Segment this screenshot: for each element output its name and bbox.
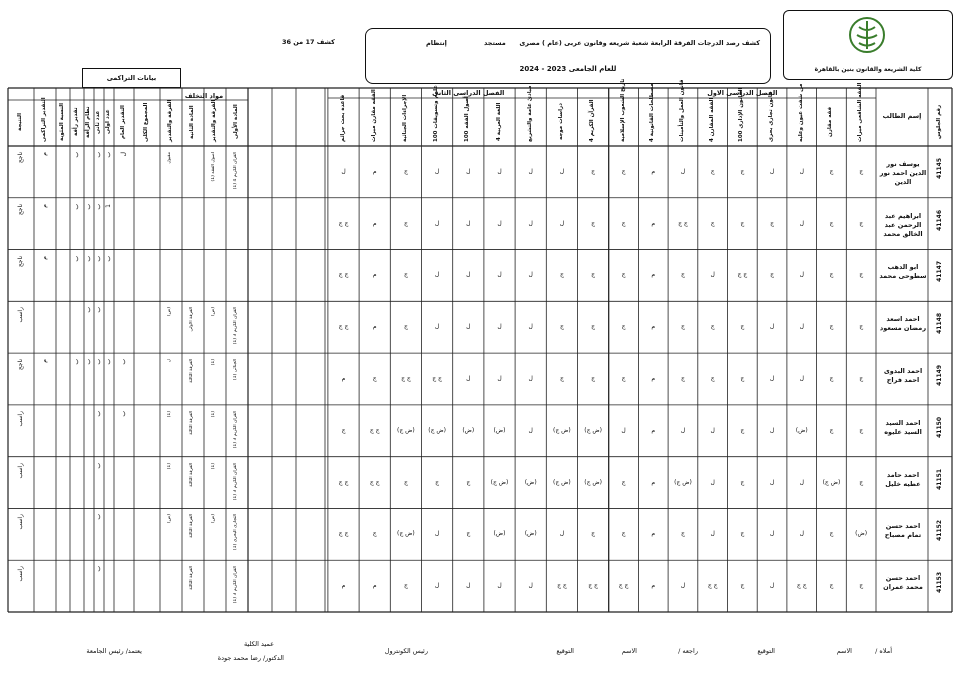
carry-cell: م bbox=[41, 203, 48, 208]
college-name: كلية الشريعة والقانون بنين بالقاهرة bbox=[814, 66, 922, 73]
carry-cell: ب bbox=[95, 152, 102, 158]
footer-sig2: التوقيع bbox=[556, 647, 574, 655]
grade-cell: ج ج bbox=[618, 582, 629, 590]
carry-cell: (ض) bbox=[167, 514, 172, 524]
grade-cell: ل bbox=[680, 582, 686, 590]
student-name: ابراهيم عبد الرحمن عبد الخالق محمد bbox=[883, 211, 923, 238]
grade-cell: ل bbox=[434, 582, 440, 590]
grade-cell: ل bbox=[434, 271, 440, 279]
grade-cell: ج ج bbox=[557, 582, 567, 590]
carry-group-header: مواد التخلف bbox=[184, 92, 224, 100]
grade-cell: ل bbox=[769, 478, 775, 486]
grade-cell: ج bbox=[341, 426, 346, 434]
term2-subject-header: اللغة العربية 4 bbox=[495, 102, 502, 142]
grade-cell: ج bbox=[621, 167, 626, 175]
grade-cell: ج bbox=[859, 219, 864, 227]
carry-cell: ب bbox=[73, 255, 80, 262]
carry-column-header: التقدير العام bbox=[120, 105, 126, 139]
grade-cell: ل bbox=[528, 375, 533, 382]
grade-cell: م bbox=[372, 271, 377, 279]
footer-dictated: أملاه / bbox=[875, 647, 892, 655]
grade-cell: ل bbox=[466, 167, 471, 175]
status-new: مستجد bbox=[484, 39, 506, 47]
grade-cell: ل bbox=[799, 167, 804, 175]
carry-cell: القرآن الكريم 3 (1) bbox=[233, 462, 238, 500]
carry-cell: ب bbox=[105, 359, 112, 365]
grade-cell: م bbox=[651, 323, 656, 331]
grade-cell: ج bbox=[829, 530, 834, 538]
term1-subject-header: تاريخ الشعوب الإسلامية bbox=[619, 78, 626, 142]
grade-cell: م bbox=[372, 582, 377, 590]
grade-cell: ل bbox=[497, 219, 502, 227]
grade-cell: م bbox=[651, 478, 656, 486]
grade-cell: ج ج bbox=[737, 271, 748, 279]
grade-cell: ج bbox=[403, 219, 408, 227]
grade-cell: م bbox=[372, 323, 377, 331]
carry-cell: ناجح bbox=[17, 152, 24, 164]
carry-column-header: نظام الرأفة bbox=[85, 106, 91, 138]
term1-subject-header: فقه مقارن bbox=[827, 106, 834, 138]
grade-cell: ل bbox=[497, 271, 502, 279]
grade-cell: ج bbox=[829, 219, 834, 227]
grade-cell: (ض) bbox=[524, 530, 537, 538]
seat-number: 41153 bbox=[936, 572, 943, 593]
seat-number: 41147 bbox=[936, 261, 943, 283]
grade-cell: ج ج bbox=[338, 219, 349, 227]
grade-cell: ج ج bbox=[588, 582, 598, 590]
carry-cell: راسب bbox=[17, 410, 24, 427]
grade-cell: ج bbox=[403, 167, 408, 175]
carry-cell: ب bbox=[95, 307, 102, 313]
grade-cell: ل bbox=[497, 582, 502, 590]
carry-column-header: التقدير التراكمى bbox=[41, 97, 47, 142]
carry-cell: (1) bbox=[167, 410, 172, 418]
carry-column-header: المادة الأولى bbox=[233, 104, 239, 140]
grade-cell: ل bbox=[528, 582, 533, 590]
term2-subject-header: الإجراءات الجنائية bbox=[401, 94, 408, 142]
carry-cell: ب bbox=[85, 307, 92, 313]
grade-cell: ل bbox=[497, 167, 502, 175]
student-name: احمد اسعد رمضان مسعود bbox=[879, 315, 927, 333]
carry-cell: (ض) bbox=[211, 307, 216, 317]
grade-cell: ل bbox=[769, 375, 775, 382]
grade-cell: ج bbox=[681, 530, 685, 538]
grade-cell: ج bbox=[466, 478, 471, 486]
carry-column-header: الفرقة والتقدير bbox=[211, 99, 217, 142]
grade-cell: م bbox=[372, 219, 377, 227]
carry-cell: ب bbox=[95, 566, 102, 572]
grade-cell: ج bbox=[740, 167, 745, 175]
grade-cell: ل bbox=[528, 167, 533, 175]
carry-cell: (ض) bbox=[167, 307, 172, 317]
grade-cell: ل bbox=[799, 219, 804, 227]
carry-column-header: عدد ثانى bbox=[95, 110, 101, 134]
grade-cell: ج bbox=[466, 530, 471, 538]
grade-cell: ج bbox=[591, 375, 596, 382]
grade-cell: ج bbox=[740, 478, 745, 486]
carry-cell: ب bbox=[95, 255, 102, 262]
footer-name2: الاسم bbox=[621, 647, 637, 655]
carry-column-header: النسبة المئوية bbox=[59, 102, 65, 142]
carry-cell: (1) bbox=[167, 462, 172, 470]
grade-cell: ج bbox=[681, 375, 685, 382]
footer-dean-title: عميد الكلية bbox=[243, 640, 274, 648]
carry-cell: م bbox=[41, 359, 48, 363]
student-name: احمد السيد السيد عليوه bbox=[884, 418, 922, 436]
carry-cell: الفرقة الثالثة bbox=[189, 566, 194, 591]
carry-cell: ب bbox=[95, 203, 102, 210]
grade-cell: ج bbox=[859, 271, 864, 279]
grade-cell: ل bbox=[466, 375, 471, 382]
grade-cell: ل bbox=[434, 219, 440, 227]
grade-cell: ج bbox=[559, 323, 564, 331]
grade-cell: ج bbox=[621, 375, 626, 382]
grade-cell: ج bbox=[559, 375, 564, 382]
grade-cell: ل bbox=[710, 271, 715, 279]
grade-cell: ج bbox=[770, 219, 774, 227]
grade-cell: ج bbox=[829, 271, 834, 279]
carry-cell: ب bbox=[85, 255, 92, 262]
grade-cell: ج bbox=[621, 530, 626, 538]
student-name-header: إسم الطالب bbox=[882, 112, 922, 120]
carry-cell: الفرقة الثالثة bbox=[189, 514, 194, 539]
carry-column-header: عدد اولى bbox=[105, 109, 111, 135]
grade-cell: ج bbox=[740, 530, 745, 538]
grade-cell: ل bbox=[621, 426, 626, 434]
grade-cell: ج bbox=[859, 375, 864, 382]
grade-cell: م bbox=[341, 582, 346, 590]
carry-cell: (ض) bbox=[211, 514, 216, 524]
grade-cell: (ض ج) bbox=[674, 478, 692, 486]
carry-column-header: المادة الثانية bbox=[189, 105, 195, 139]
footer-approved: يعتمد/ رئيس الجامعة bbox=[86, 647, 142, 655]
grade-cell: ج bbox=[372, 530, 377, 538]
carry-cell: الجنائى (1) bbox=[233, 359, 238, 381]
term2-subject-header: الفقه مقارن ميراث bbox=[370, 89, 377, 142]
carry-cell: ب bbox=[73, 152, 80, 158]
footer-name1: الاسم bbox=[836, 647, 852, 655]
grade-cell: (ض) bbox=[524, 478, 537, 486]
carry-cell: الفرقة الأولى bbox=[189, 307, 194, 332]
grade-cell: ل bbox=[466, 582, 471, 590]
carry-cell: مقبول bbox=[167, 152, 172, 164]
grade-cell: ج bbox=[591, 167, 596, 175]
carry-cell: الفرقة الثالثة bbox=[189, 462, 194, 487]
grade-cell: (ض) bbox=[493, 426, 506, 434]
term1-subject-header: الفقه الشافعى ميراث bbox=[857, 82, 864, 142]
grade-cell: (ض ج) bbox=[397, 530, 415, 538]
grade-cell: ل bbox=[434, 167, 440, 175]
grade-cell: ج bbox=[403, 323, 408, 331]
term2-subject-header: علوم وتسويقات 100 bbox=[433, 85, 440, 142]
term2-subject-header: دراسات موجه bbox=[557, 103, 564, 141]
grade-cell: ج bbox=[740, 375, 745, 382]
grade-cell: ل bbox=[799, 375, 804, 382]
grade-cell: (ض ج) bbox=[822, 478, 841, 486]
footer-control-head: رئيس الكونترول bbox=[384, 647, 428, 655]
grade-cell: ل bbox=[466, 323, 471, 331]
carry-cell: م bbox=[41, 255, 48, 260]
carry-cell: ب bbox=[95, 514, 102, 521]
footer-reviewed: راجعه / bbox=[678, 647, 698, 655]
grade-cell: ل bbox=[528, 271, 533, 279]
grade-cell: ل bbox=[528, 323, 533, 331]
grade-cell: ج bbox=[829, 582, 834, 590]
grade-cell: ل bbox=[434, 323, 440, 331]
grade-cell: م bbox=[651, 582, 656, 590]
carry-cell: القرآن الكريم 3 (1) bbox=[233, 566, 238, 604]
grade-cell: ج bbox=[372, 375, 377, 382]
carry-cell: ب bbox=[73, 203, 80, 210]
carry-cell: 1 bbox=[105, 203, 112, 208]
carry-cell: القرآن الكريم 4 (1) bbox=[233, 152, 238, 190]
grade-cell: ج bbox=[829, 167, 834, 175]
student-name: احمد البدوى احمد فراج bbox=[883, 367, 923, 384]
grade-cell: ل bbox=[710, 530, 715, 538]
grade-cell: ج bbox=[859, 426, 864, 434]
grade-cell: ل bbox=[466, 271, 471, 279]
grade-cell: ج ج bbox=[369, 478, 380, 486]
grade-cell: ل bbox=[497, 375, 502, 382]
grade-cell: ل bbox=[769, 167, 775, 175]
grade-cell: ل bbox=[559, 167, 565, 175]
grade-cell: ج bbox=[591, 530, 596, 538]
carry-cell: (1) bbox=[211, 359, 216, 366]
carry-cell: القرآن الكريم 3 (1) bbox=[233, 307, 238, 345]
grade-cell: ج bbox=[740, 323, 745, 331]
grade-cell: ج ج bbox=[796, 582, 807, 590]
grade-cell: ل bbox=[799, 478, 804, 486]
seat-number: 41149 bbox=[936, 365, 943, 386]
carry-cell: راسب bbox=[17, 307, 24, 323]
grade-cell: ج ج bbox=[338, 323, 349, 331]
grade-cell: ج bbox=[559, 271, 564, 279]
grade-cell: م bbox=[341, 375, 346, 382]
carry-cell: ب bbox=[105, 255, 112, 262]
grade-cell: م bbox=[651, 375, 656, 382]
student-name: يوسف نور الدين احمد نور الدين bbox=[879, 159, 927, 186]
grade-cell: ل bbox=[769, 582, 775, 590]
grade-cell: ل bbox=[769, 323, 775, 331]
carry-cell: الفرقة الثالثة bbox=[189, 410, 194, 435]
grade-cell: ج bbox=[859, 167, 864, 175]
grade-cell: (ض ج) bbox=[553, 426, 571, 434]
grade-cell: ج bbox=[829, 426, 834, 434]
grade-cell: ل bbox=[466, 219, 471, 227]
carry-cell: ب bbox=[85, 203, 92, 210]
grade-cell: ج bbox=[591, 323, 596, 331]
grade-cell: ج bbox=[859, 582, 864, 590]
carry-cell: ب bbox=[120, 359, 127, 365]
grade-cell: (ض ج) bbox=[584, 426, 602, 434]
student-name: احمد حسن تمام مصباح bbox=[884, 522, 922, 540]
grade-cell: ج bbox=[740, 219, 745, 227]
grade-cell: ل bbox=[559, 530, 565, 538]
carry-column-header: الفرقة والتقدير bbox=[167, 99, 173, 142]
carry-cell: ب bbox=[105, 152, 112, 158]
grade-cell: ج bbox=[829, 323, 834, 331]
grade-cell: ج bbox=[859, 323, 864, 331]
carry-cell: (1) bbox=[211, 410, 216, 418]
grade-cell: ل bbox=[769, 530, 775, 538]
term1-group-header: الفصل الدراسى الاول bbox=[707, 89, 778, 97]
grade-cell: (ض) bbox=[493, 530, 506, 538]
student-name: احمد حامد عطيه خليل bbox=[885, 470, 921, 488]
seat-number: 41152 bbox=[936, 520, 943, 542]
carry-cell: ناجح bbox=[17, 359, 24, 371]
grade-cell: ل bbox=[710, 426, 715, 434]
carry-cell: (1) bbox=[211, 462, 216, 470]
term1-subject-header: قانون العمل والتأمينات bbox=[678, 79, 685, 142]
term1-subject-header: القانون الإدارى 100 bbox=[738, 87, 745, 142]
term1-subject-header: الفقه المقارن 4 bbox=[708, 97, 715, 142]
carry-column-header: النتيجة bbox=[17, 113, 23, 131]
carry-cell: أصول الفقه (1) bbox=[211, 152, 216, 182]
grade-cell: م bbox=[372, 167, 377, 175]
grade-cell: ج ج bbox=[338, 271, 349, 279]
carry-cell: ب bbox=[73, 359, 80, 365]
grade-cell: ل bbox=[799, 271, 804, 279]
grade-cell: م bbox=[651, 426, 656, 434]
term2-group-header: الفصل الدراسى الثانى bbox=[432, 89, 505, 97]
grade-cell: ج ج bbox=[678, 219, 688, 227]
term2-subject-header: القرآن الكريم 4 bbox=[589, 99, 596, 142]
grade-cell: ج bbox=[681, 271, 685, 279]
grade-cell: ج bbox=[403, 478, 408, 486]
carry-cell: راسب bbox=[17, 462, 24, 479]
grade-cell: ل bbox=[497, 323, 502, 331]
grade-cell: ل bbox=[769, 426, 775, 434]
carry-cell: ب bbox=[95, 410, 102, 417]
sheet-number: كشف 17 من 36 bbox=[282, 38, 335, 46]
term2-subject-header: أصول الفقه 100 bbox=[464, 96, 471, 142]
sheet-title: كشف رصد الدرجات الفرقة الرابعة شعبة شريعه وقانون عربى (عام ) مصرى bbox=[519, 39, 760, 47]
carry-cell: الفرقة الثالثة bbox=[189, 359, 194, 383]
term1-subject-header: من شفت عيون وعليه bbox=[797, 83, 804, 142]
grade-cell: ج bbox=[621, 271, 626, 279]
carry-cell: ناجح bbox=[17, 255, 24, 267]
footer-sig1: التوقيع bbox=[757, 647, 775, 655]
carry-cell: القرآن الكريم 3 (1) bbox=[233, 410, 238, 449]
grade-cell: ج bbox=[710, 219, 715, 227]
carry-cell: ب bbox=[95, 359, 102, 365]
grade-cell: ج bbox=[859, 478, 864, 486]
carry-cell: التجارى البحرى (1) bbox=[233, 514, 238, 551]
grade-cell: ل bbox=[680, 426, 686, 434]
grade-cell: ل bbox=[680, 167, 686, 175]
grade-cell: ج bbox=[710, 375, 715, 382]
grade-cell: م bbox=[651, 530, 656, 538]
grade-cell: (ض ج) bbox=[490, 478, 509, 486]
footer-dean-name: الدكتور/ رضا محمد جودة bbox=[217, 654, 284, 662]
grade-cell: (ض) bbox=[855, 530, 868, 538]
grade-cell: (ض) bbox=[795, 426, 808, 434]
grade-cell: م bbox=[651, 271, 656, 279]
carry-cell: ب bbox=[85, 359, 92, 365]
grade-cell: م bbox=[651, 167, 656, 175]
grade-cell: ج bbox=[829, 375, 834, 382]
grade-cell: ج bbox=[710, 167, 715, 175]
grade-cell: ج bbox=[621, 323, 626, 331]
carry-cell: ناجح bbox=[17, 203, 24, 215]
student-name: احمد حسن محمد عمران bbox=[883, 574, 923, 592]
carry-cell: ب bbox=[120, 410, 127, 417]
term2-subject-header: قاعدة بحث جرائم bbox=[339, 94, 346, 142]
seat-number-header: رقم الجلوس bbox=[936, 104, 942, 140]
carry-cell: راسب bbox=[17, 514, 24, 530]
grade-cell: ج ج bbox=[401, 375, 411, 382]
carry-cell: م bbox=[41, 152, 48, 156]
grade-cell: ل bbox=[434, 530, 440, 538]
grade-cell: ل bbox=[528, 426, 533, 434]
grade-cell: ج bbox=[681, 323, 685, 331]
grade-cell: م bbox=[651, 219, 656, 227]
grade-cell: ل bbox=[710, 478, 715, 486]
grade-cell: (ض ج) bbox=[553, 478, 571, 486]
grade-cell: ج bbox=[621, 478, 626, 486]
seat-number: 41146 bbox=[936, 209, 943, 231]
grade-cell: ل bbox=[799, 530, 804, 538]
grade-cell: ج bbox=[621, 219, 626, 227]
grade-cell: ج bbox=[591, 271, 596, 279]
grade-cell: ج bbox=[710, 323, 715, 331]
term1-subject-header: مصطلحات القانونية 4 bbox=[649, 83, 656, 142]
seat-number: 41145 bbox=[936, 157, 943, 179]
grade-cell: ج ج bbox=[338, 530, 349, 538]
seat-number: 41150 bbox=[936, 416, 943, 438]
carry-cell: راسب bbox=[17, 566, 24, 582]
carry-column-header: تقدير رأفة bbox=[73, 107, 79, 137]
carry-cell: ب bbox=[95, 462, 102, 469]
grade-cell: ج ج bbox=[707, 582, 718, 590]
cumulative-data-label: بيانات التراكمى bbox=[82, 68, 181, 88]
grade-cell: (ض ج) bbox=[584, 478, 602, 486]
academic-year: للعام الجامعى 2023 - 2024 bbox=[519, 65, 617, 73]
grade-cell: ل bbox=[341, 167, 346, 175]
carry-cell: ل bbox=[120, 152, 127, 157]
grade-cell: ج bbox=[403, 582, 408, 590]
grade-cell: ل bbox=[559, 219, 565, 227]
grade-cell: ل bbox=[528, 219, 533, 227]
grade-cell: ج ج bbox=[369, 426, 380, 434]
grade-cell: ج bbox=[740, 582, 745, 590]
grade-cell: ج bbox=[435, 478, 440, 486]
grade-cell: ج bbox=[740, 426, 745, 434]
grade-cell: (ض) bbox=[462, 426, 475, 434]
student-name: ابو الدهب سطوحى محمد bbox=[879, 263, 927, 281]
carry-column-header: المجموع الكلى bbox=[143, 102, 149, 142]
carry-cell: ل bbox=[167, 359, 172, 363]
term2-subject-header: مبادئ عامة والتشريع bbox=[526, 85, 533, 142]
grade-cell: (ض ج) bbox=[428, 426, 446, 434]
grade-cell: (ض ج) bbox=[397, 426, 415, 434]
grade-cell: ج ج bbox=[338, 478, 349, 486]
seat-number: 41148 bbox=[936, 313, 943, 335]
grade-cell: ج ج bbox=[432, 375, 442, 382]
grade-cell: ج bbox=[770, 271, 774, 279]
seat-number: 41151 bbox=[936, 468, 943, 490]
grade-cell: ج bbox=[403, 271, 408, 279]
status-regular: إنتظام bbox=[426, 39, 447, 47]
term1-subject-header: قانون تجارى بحرى bbox=[768, 91, 775, 142]
grade-cell: ل bbox=[799, 323, 804, 331]
grade-cell: ج bbox=[591, 219, 596, 227]
